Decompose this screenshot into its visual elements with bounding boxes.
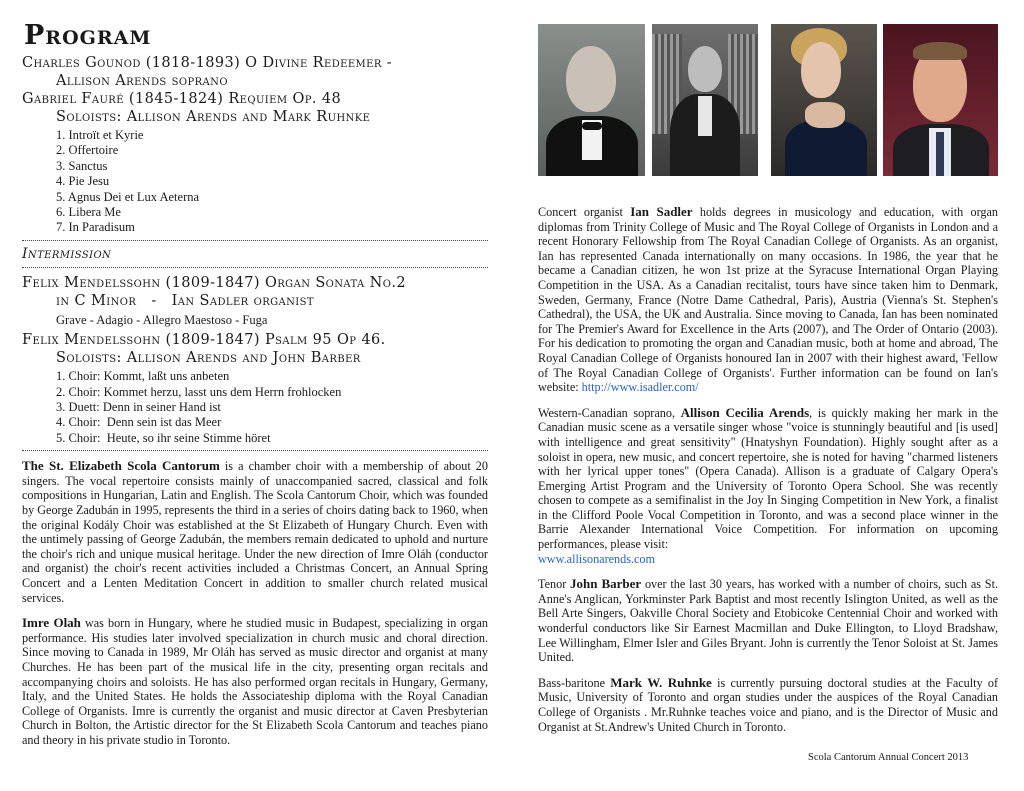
movement-item: 2. Offertoire bbox=[56, 143, 119, 158]
movement-item: 5. Choir: Heute, so ihr seine Stimme höret bbox=[56, 430, 271, 445]
movement-item: 4. Choir: Denn sein ist das Meer bbox=[56, 415, 222, 430]
bio-text: holds degrees in musicology and education, with organ diplomas from Trinity College of Music and The Royal College of Organists in London and a recent Honorary Fellowship from The Royal Canadian College of Organists. As an organist, Ian has represented Canada internationally on many occasions. In 1986, the year that he became a Canadian citizen, he won 1st prize at the Syracuse International Organ Playing Competition in the USA. As a Canadian recitalist, tours have since taken him to Denmark, Sweden, Germany, France (Notre Dame Cathedral, Paris), Austria (Vienna's St. Stephen's Cathedral), the USA, the UK and Australia. Since moving to Canada, Ian has been nominated for The Premier's Award for Excellence in the Arts (2007), and The Order of Ontario (2003). For his dedication to promoting the organ and Canadian music, both at home and abroad, The Royal Canadian College of Organists honoured Ian in 2007 with their highest award, 'Fellow of The Royal Canadian College of Organists'. Further information can be found on Ian's website: bbox=[538, 205, 999, 395]
bio-intro: Concert organist bbox=[538, 205, 631, 219]
movement-item: 3. Sanctus bbox=[56, 158, 108, 173]
photo-john-barber bbox=[883, 24, 998, 176]
composer-line: Charles Gounod (1818-1893) O Divine Redeemer - bbox=[22, 55, 393, 71]
dotted-divider bbox=[22, 240, 488, 241]
bio-name: The St. Elizabeth Scola Cantorum bbox=[22, 458, 220, 474]
arends-website-link[interactable]: www.allisonarends.com bbox=[538, 551, 655, 566]
bio-name: Ian Sadler bbox=[630, 204, 693, 219]
movement-item: 4. Pie Jesu bbox=[56, 174, 110, 189]
soloists-line: Soloists: Allison Arends and John Barber bbox=[56, 350, 361, 367]
right-column bbox=[538, 0, 998, 791]
left-column bbox=[22, 0, 488, 759]
dotted-divider bbox=[22, 267, 488, 268]
program-item-mendelssohn-psalm bbox=[22, 331, 488, 446]
program-item-mendelssohn-sonata bbox=[22, 274, 488, 328]
bio-text: is currently pursuing doctoral studies at the Faculty of Music, University of Toronto and organ studies under the auspices of the Royal Canadian College of Organists . Mr.Ruhnke teaches voice and piano, and is the Director of Music and Organist at St.Andrew's United Church in Toronto. bbox=[538, 675, 999, 734]
sadler-bio bbox=[538, 205, 998, 395]
bio-text: is a chamber choir with a membership of about 20 singers. The vocal repertoire consists mainly of unaccompanied sacred, classical and folk compositions in Hungarian, Latin and English. The Scola Cantorum Choir, which was founded by George Zadubán in 1995, represents the third in a series of choirs dating back to 1960, when the original Kodály Choir was established at the St Elizabeth of Hungary Church. Even with the untimely passing of George Zadubán, the members remain dedicated to uphold and nurture the choir's rich and unique musical heritage. Under the new direction of Imre Oláh (conductor and organist) the choir's recent activities included a Christmas Concert, an Annual Spring Concert and a Lenten Meditation Concert in addition to smaller church related musical services. bbox=[22, 459, 488, 605]
page-footer: Scola Cantorum Annual Concert 2013 bbox=[808, 752, 969, 763]
bio-intro: Bass-baritone bbox=[538, 675, 611, 690]
program-item-gounod bbox=[22, 54, 488, 90]
bio-intro: Tenor bbox=[538, 577, 571, 592]
composer-line: Felix Mendelssohn (1809-1847) Psalm 95 Op 46. bbox=[22, 332, 386, 349]
movement-item: 7. In Paradisum bbox=[56, 220, 135, 235]
movement-line: Grave - Adagio - Allegro Maestoso - Fuga bbox=[56, 312, 268, 327]
dotted-divider bbox=[22, 450, 488, 451]
program-title: Program bbox=[24, 20, 152, 51]
movement-item: 6. Libera Me bbox=[56, 205, 121, 220]
bio-name: Imre Olah bbox=[22, 615, 81, 631]
movement-item: 1. Introït et Kyrie bbox=[56, 128, 144, 142]
bio-text: over the last 30 years, has worked with a number of choirs, such as St. Anne's Anglican, Yorkminster Park Baptist and most recently Islington United, as well as the Bell Arte Singers, Oakville Choral Society and Etobicoke Centennial Choir and worked with wonderful conductors like Sir Earnest Macmillan and Duke Ellington, to Lloyd Bradshaw, Lee Willingham, Elmer Isler and Giles Bryant. John is currently the Tenor Soloist at St. James United. bbox=[538, 577, 999, 665]
key-performer-line: in C Minor - Ian Sadler organist bbox=[56, 292, 314, 309]
movement-item: 3. Duett: Denn in seiner Hand ist bbox=[56, 400, 221, 415]
bio-name: John Barber bbox=[570, 576, 642, 592]
performer-photos bbox=[538, 24, 998, 176]
bio-text: , is quickly making her mark in the Canadian music scene as a versatile singer whose "voice is stunningly beautiful and [is used] with intelligence and great sensitivity" (Hnatyshyn Foundation). Highly sought after as a soloist in opera, new music, and concert repertoire, she is noted for having "charmed listeners with her lyrical upper tones" (Opera Canada). Allison is a graduate of Calgary Opera's Emerging Artist Program and the University of Toronto Opera School. She was recently chosen to compete as a semifinalist in the Joy In Singing Competition in New York, a finalist in the Clifford Poole Vocal Competition in Toronto, and was a second place winner in the Barrie Alexander International Voice Competition. For information on upcoming performances, please visit: bbox=[538, 405, 999, 552]
performer-line: Allison Arends soprano bbox=[56, 73, 228, 89]
program-item-faure bbox=[22, 90, 488, 236]
intermission-heading: Intermission bbox=[22, 245, 112, 262]
bio-name: Mark W. Ruhnke bbox=[610, 674, 712, 690]
movement-item: 1. Choir: Kommt, laßt uns anbeten bbox=[56, 369, 230, 384]
bio-intro: Western-Canadian soprano, bbox=[538, 405, 681, 420]
movement-item: 5. Agnus Dei et Lux Aeterna bbox=[56, 189, 200, 204]
choir-bio bbox=[22, 459, 488, 605]
composer-line: Gabriel Fauré (1845-1824) Requiem Op. 48 bbox=[22, 91, 342, 107]
arends-bio bbox=[538, 406, 998, 567]
barber-bio bbox=[538, 577, 998, 665]
soloists-line: Soloists: Allison Arends and Mark Ruhnke bbox=[56, 109, 371, 125]
composer-line: Felix Mendelssohn (1809-1847) Organ Sonata No.2 bbox=[22, 274, 406, 291]
photo-ian-sadler bbox=[538, 24, 645, 176]
movement-item: 2. Choir: Kommet herzu, lasst uns dem Herrn frohlocken bbox=[56, 384, 342, 399]
sadler-website-link[interactable]: http://www.isadler.com/ bbox=[581, 380, 699, 395]
bio-text: was born in Hungary, where he studied music in Budapest, specializing in organ performance. His studies later involved specialization in church music and choral direction. Since moving to Canada in 1989, Mr Oláh has served as music director and organist at many Churches. He has been part of the musical life in the city, presenting organ recitals and accompanying choirs and soloists. He has also performed organ recitals in Hungary, Germany, Italy, and the United States. He holds the Associateship diploma with the Royal Canadian College of Organists. Imre is currently the organist and music director at Caven Presbyterian Church in Bolton, the Artistic director for the St Elizabeth Scola Cantorum and teaches piano and theory in his private studio in Toronto. bbox=[22, 616, 488, 747]
ruhnke-bio bbox=[538, 676, 998, 734]
olah-bio bbox=[22, 616, 488, 747]
photo-organist bbox=[652, 24, 758, 176]
photo-allison-arends bbox=[771, 24, 877, 176]
bio-name: Allison Cecilia Arends bbox=[680, 404, 810, 420]
